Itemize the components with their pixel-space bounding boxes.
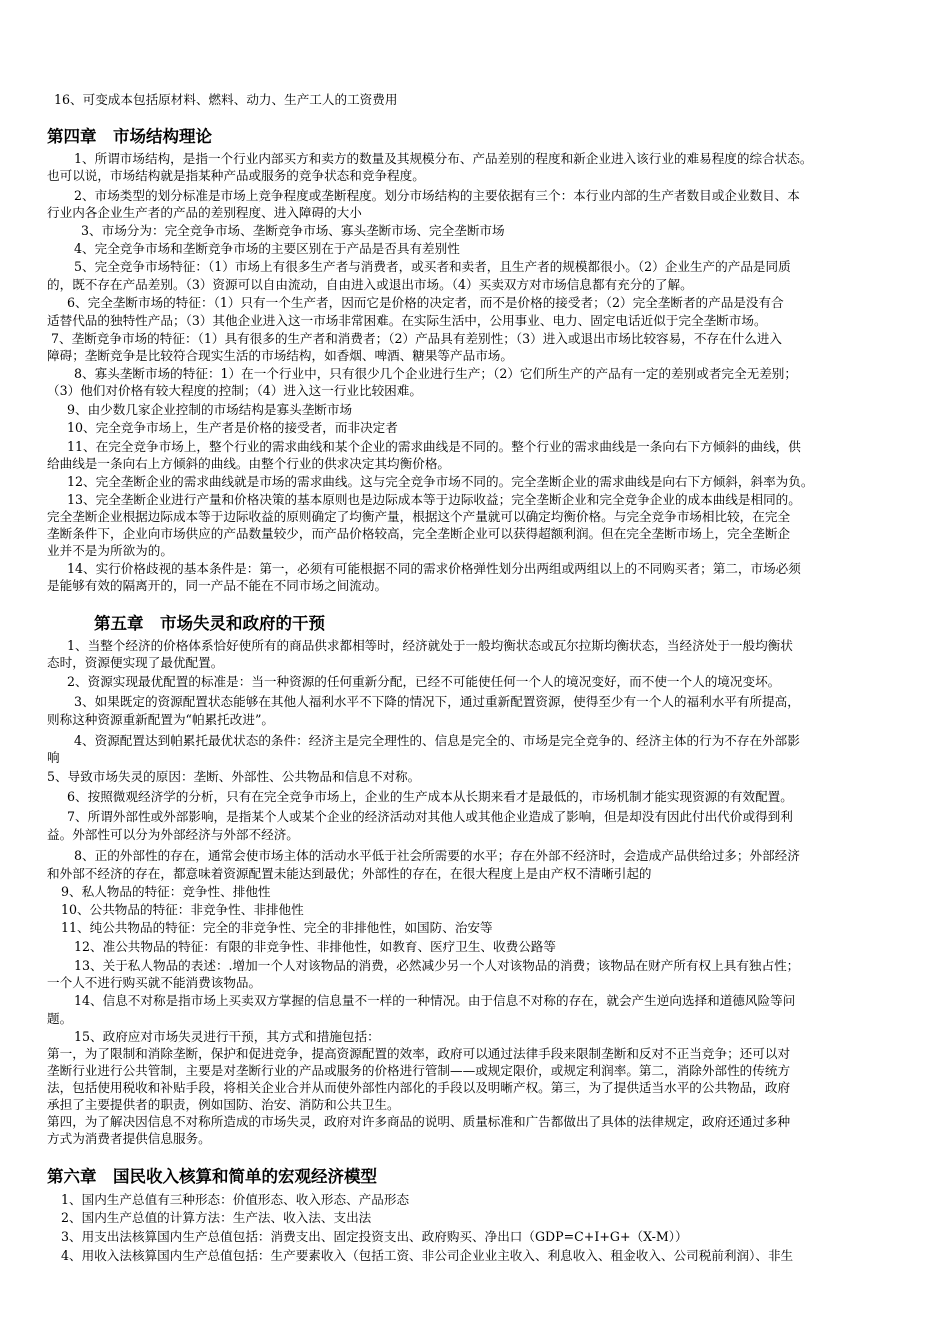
paragraph-line: 响 xyxy=(47,750,60,765)
paragraph-line: 3、如果既定的资源配置状态能够在其他人福利水平不下降的情况下，通过重新配置资源，使得至少有一个人的福利水平有所提高， xyxy=(74,694,800,709)
paragraph-line: 的，既不存在产品差别。（3）资源可以自由流动，自由进入或退出市场。（4）买卖双方对市场信息都有充分的了解。 xyxy=(47,277,693,292)
paragraph-line: 9、私人物品的特征：竞争性、排他性 xyxy=(61,884,271,899)
paragraph-line: 11、在完全竞争市场上，整个行业的需求曲线和某个企业的需求曲线是不同的。整个行业的需求曲线是一条向右下方倾斜的曲线，供 xyxy=(67,439,801,454)
paragraph-line: 14、实行价格歧视的基本条件是：第一，必须有可能根据不同的需求价格弹性划分出两组或两组以上的不同购买者；第二，市场必须 xyxy=(67,561,801,576)
paragraph-line: 12、完全垄断企业的需求曲线就是市场的需求曲线。这与完全竞争市场不同的。完全垄断企业的需求曲线是向右下方倾斜，斜率为负。 xyxy=(67,474,814,489)
paragraph-line: 1、所谓市场结构，是指一个行业内部买方和卖方的数量及其规模分布、产品差别的程度和新企业进入该行业的难易程度的综合状态。 xyxy=(74,151,813,166)
paragraph-line: 一个人不进行购买就不能消费该物品。 xyxy=(47,975,262,990)
paragraph-line: 7、所谓外部性或外部影响，是指某个人或某个企业的经济活动对其他人或其他企业造成了影响，但是却没有因此付出代价或得到利 xyxy=(67,809,793,824)
paragraph-line: 8、正的外部性的存在，通常会使市场主体的活动水平低于社会所需要的水平；存在外部不经济时，会造成产品供给过多；外部经济 xyxy=(74,848,800,863)
paragraph-line: 态时，资源便实现了最优配置。 xyxy=(47,655,224,670)
paragraph-line: 2、市场类型的划分标准是市场上竞争程度或垄断程度。划分市场结构的主要依据有三个：本行业内部的生产者数目或企业数目、本 xyxy=(74,188,800,203)
paragraph-line: 障碍；垄断竞争是比较符合现实生活的市场结构，如香烟、啤酒、糖果等产品市场。 xyxy=(47,348,513,363)
paragraph-line: 方式为消费者提供信息服务。 xyxy=(47,1131,211,1146)
paragraph-line: 1、国内生产总值有三种形态：价值形态、收入形态、产品形态 xyxy=(61,1192,410,1207)
paragraph-line: （3）他们对价格有较大程度的控制；（4）进入这一行业比较困难。 xyxy=(47,383,422,398)
paragraph-line: 适替代品的独特性产品；（3）其他企业进入这一市场非常困难。在实际生活中，公用事业、电力、固定电话近似于完全垄断市场。 xyxy=(47,313,767,328)
paragraph-line: 3、市场分为：完全竞争市场、垄断竞争市场、寡头垄断市场、完全垄断市场 xyxy=(81,223,505,238)
paragraph-line: 完全垄断企业根据边际成本等于边际收益的原则确定了均衡产量，根据这个产量就可以确定均衡价格。与完全竞争市场相比较，在完全 xyxy=(47,509,791,524)
paragraph-line: 垄断行业进行公共管制，主要是对垄断行业的产品或服务的价格进行管制——或规定限价，或规定利润率。第二，消除外部性的传统方 xyxy=(47,1063,791,1078)
paragraph-line: 4、用收入法核算国内生产总值包括：生产要素收入（包括工资、非公司企业业主收入、利息收入、租金收入、公司税前利润）、非生 xyxy=(61,1248,794,1263)
paragraph-line: 法，包括使用税收和补贴手段，将相关企业合并从而使外部性内部化的手段以及明晰产权。第三，为了提供适当水平的公共物品，政府 xyxy=(47,1080,791,1095)
paragraph-line: 也可以说，市场结构就是指某种产品或服务的竞争状态和竞争程度。 xyxy=(47,168,425,183)
paragraph-line: 承担了主要提供者的职责，例如国防、治安、消防和公共卫生。 xyxy=(47,1097,400,1112)
paragraph-line: 14、信息不对称是指市场上买卖双方掌握的信息量不一样的一种情况。由于信息不对称的存在，就会产生逆向选择和道德风险等问 xyxy=(74,993,796,1008)
chapter-heading: 第四章 市场结构理论 xyxy=(47,127,212,146)
paragraph-line: 是能够有效的隔离开的，同一产品不能在不同市场之间流动。 xyxy=(47,578,388,593)
paragraph-line: 给曲线是一条向右上方倾斜的曲线。由整个行业的供求决定其均衡价格。 xyxy=(47,456,450,471)
paragraph-line: 10、公共物品的特征：非竞争性、非排他性 xyxy=(61,902,304,917)
paragraph-line: 1、当整个经济的价格体系恰好使所有的商品供求都相等时，经济就处于一般均衡状态或瓦尔拉斯均衡状态，当经济处于一般均衡状 xyxy=(67,638,793,653)
paragraph-line: 8、寡头垄断市场的特征：1）在一个行业中，只有很少几个企业进行生产；（2）它们所生产的产品有一定的差别或者完全无差别； xyxy=(74,366,797,381)
paragraph-line: 13、关于私人物品的表述：.增加一个人对该物品的消费，必然减少另一个人对该物品的消费；该物品在财产所有权上具有独占性； xyxy=(74,958,800,973)
chapter-heading: 第六章 国民收入核算和简单的宏观经济模型 xyxy=(47,1167,377,1186)
paragraph-line: 6、按照微观经济学的分析，只有在完全竞争市场上，企业的生产成本从长期来看才是最低的，市场机制才能实现资源的有效配置。 xyxy=(67,789,793,804)
paragraph-line: 7、垄断竞争市场的特征：（1）具有很多的生产者和消费者；（2）产品具有差别性；（3）进入或退出市场比较容易，不存在什么进入 xyxy=(51,331,782,346)
paragraph-line: 10、完全竞争市场上，生产者是价格的接受者，而非决定者 xyxy=(67,420,398,435)
paragraph-line: 12、准公共物品的特征：有限的非竞争性、非排他性，如教育、医疗卫生、收费公路等 xyxy=(74,939,556,954)
paragraph-line: 11、纯公共物品的特征：完全的非竞争性、完全的非排他性，如国防、治安等 xyxy=(61,920,493,935)
paragraph-line: 2、资源实现最优配置的标准是：当一种资源的任何重新分配，已经不可能使任何一个人的境况变好，而不使一个人的境况变坏。 xyxy=(67,674,781,689)
paragraph-line: 垄断条件下，企业向市场供应的产品数量较少，而产品价格较高，完全垄断企业可以获得超额利润。但在完全垄断市场上，完全垄断企 xyxy=(47,526,791,541)
paragraph-line: 4、资源配置达到帕累托最优状态的条件：经济主是完全理性的、信息是完全的、市场是完全竞争的、经济主体的行为不存在外部影 xyxy=(74,733,800,748)
paragraph-line: 4、完全竞争市场和垄断竞争市场的主要区别在于产品是否具有差别性 xyxy=(74,241,460,256)
paragraph-line: 行业内各企业生产者的产品的差别程度、进入障碍的大小 xyxy=(47,205,362,220)
paragraph-line: 题。 xyxy=(47,1011,73,1026)
paragraph-line: 益。外部性可以分为外部经济与外部不经济。 xyxy=(47,827,299,842)
paragraph-line: 第四，为了解决因信息不对称所造成的市场失灵，政府对许多商品的说明、质量标准和广告都做出了具体的法律规定，政府还通过多种 xyxy=(47,1114,791,1129)
chapter-heading: 第五章 市场失灵和政府的干预 xyxy=(94,614,325,633)
paragraph-line: 6、完全垄断市场的特征：（1）只有一个生产者，因而它是价格的决定者，而不是价格的接受者；（2）完全垄断者的产品是没有合 xyxy=(67,295,784,310)
paragraph-line: 9、由少数几家企业控制的市场结构是寡头垄断市场 xyxy=(67,402,353,417)
paragraph-line: 业并不是为所欲为的。 xyxy=(47,543,173,558)
paragraph-line: 5、完全竞争市场特征：（1）市场上有很多生产者与消费者，或买者和卖者，且生产者的规模都很小。（2）企业生产的产品是同质 xyxy=(74,259,791,274)
paragraph-line: 16、可变成本包括原材料、燃料、动力、生产工人的工资费用 xyxy=(54,92,398,107)
paragraph-line: 则称这种资源重新配置为“帕累托改进”。 xyxy=(47,712,274,727)
paragraph-line: 3、用支出法核算国内生产总值包括：消费支出、固定投资支出、政府购买、净出口（GDP=C+I+G+（X-M）） xyxy=(61,1229,688,1244)
paragraph-line: 第一，为了限制和消除垄断，保护和促进竞争，提高资源配置的效率，政府可以通过法律手段来限制垄断和反对不正当竞争；还可以对 xyxy=(47,1046,791,1061)
paragraph-line: 和外部不经济的存在，都意味着资源配置未能达到最优；外部性的存在，在很大程度上是由产权不清晰引起的 xyxy=(47,866,652,881)
paragraph-line: 2、国内生产总值的计算方法：生产法、收入法、支出法 xyxy=(61,1210,372,1225)
paragraph-line: 5、导致市场失灵的原因：垄断、外部性、公共物品和信息不对称。 xyxy=(47,769,421,784)
paragraph-line: 13、完全垄断企业进行产量和价格决策的基本原则也是边际成本等于边际收益；完全垄断企业和完全竞争企业的成本曲线是相同的。 xyxy=(67,492,801,507)
paragraph-line: 15、政府应对市场失灵进行干预，其方式和措施包括： xyxy=(74,1029,380,1044)
